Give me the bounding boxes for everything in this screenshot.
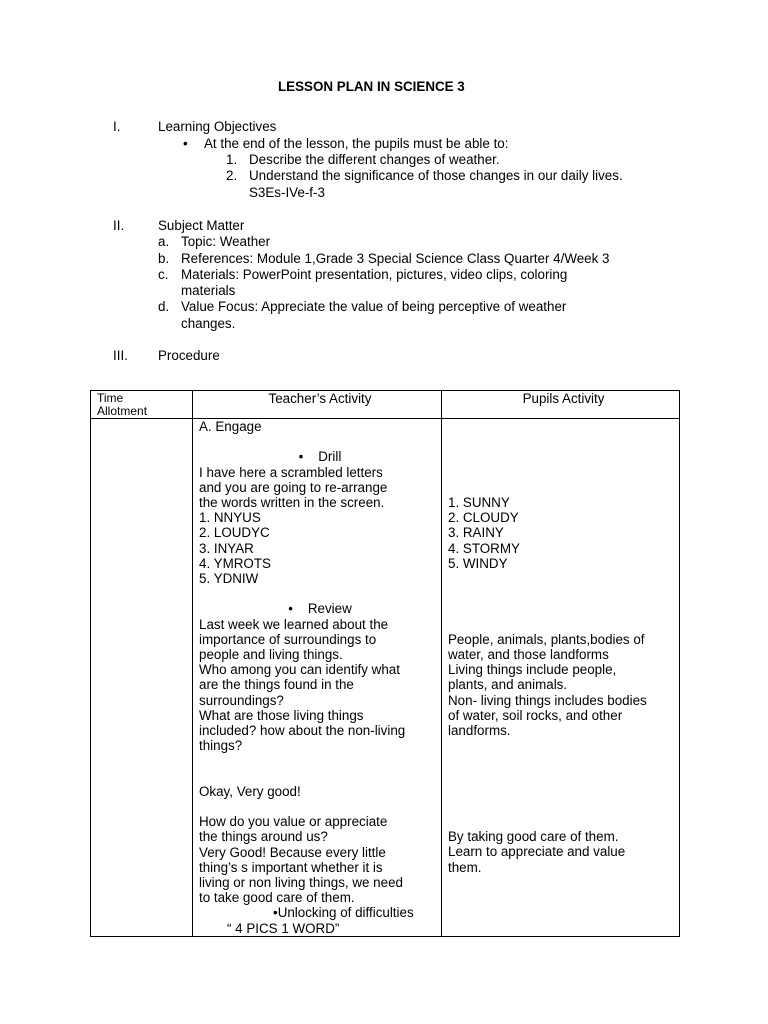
subject-value-focus: Value Focus: Appreciate the value of being perceptive of weather — [181, 299, 567, 314]
subject-letter-a: a. — [158, 234, 170, 249]
answer-line: 1. SUNNY — [448, 494, 510, 510]
answer-line: 5. WINDY — [448, 555, 508, 571]
drill-line: the words written in the screen. — [199, 495, 385, 510]
bullet-icon: • — [183, 136, 188, 151]
review-line: Who among you can identify what — [199, 662, 400, 678]
subject-references: References: Module 1,Grade 3 Special Science Class Quarter 4/Week 3 — [181, 251, 610, 266]
subject-materials: Materials: PowerPoint presentation, pictures, video clips, coloring — [181, 267, 568, 282]
value-answer-line: Learn to appreciate and value — [448, 844, 626, 860]
section-heading-objectives: Learning Objectives — [158, 119, 277, 134]
time-allotment-cell — [91, 419, 193, 937]
drill-line: 1. NNYUS — [199, 510, 261, 526]
section-heading-procedure: Procedure — [158, 348, 220, 363]
header-pupils-activity: Pupils Activity — [442, 391, 680, 419]
review-answer-line: plants, and animals. — [448, 677, 568, 693]
value-line: living or non living things, we need — [199, 875, 403, 891]
okay-line: Okay, Very good! — [199, 783, 301, 799]
drill-line: and you are going to re-arrange — [199, 479, 388, 495]
value-answer-line: By taking good care of them. — [448, 829, 619, 845]
review-line: are the things found in the — [199, 677, 354, 693]
drill-line: 3. INYAR — [199, 540, 254, 556]
competency-code: S3Es-IVe-f-3 — [249, 185, 325, 200]
review-heading: • Review — [288, 601, 352, 617]
drill-line: I have here a scrambled letters — [199, 464, 383, 480]
table-row — [91, 419, 680, 937]
review-line: Last week we learned about the — [199, 616, 389, 632]
review-line: people and living things. — [199, 647, 343, 663]
review-line: things? — [199, 738, 243, 754]
unlocking-heading: •Unlocking of difficulties — [273, 905, 414, 921]
drill-line: 2. LOUDYC — [199, 525, 270, 541]
review-answer-line: People, animals, plants,bodies of — [448, 631, 645, 647]
value-line: Very Good! Because every little — [199, 844, 386, 860]
review-line: importance of surroundings to — [199, 631, 377, 647]
answer-line: 2. CLOUDY — [448, 510, 519, 526]
objective-num-2: 2. — [226, 168, 238, 183]
value-line: to take good care of them. — [199, 890, 355, 906]
drill-heading: • Drill — [298, 449, 342, 465]
pupils-activity-cell — [442, 419, 680, 937]
value-line: the things around us? — [199, 829, 328, 845]
review-line: surroundings? — [199, 692, 284, 708]
teacher-activity-cell — [193, 419, 442, 937]
procedure-table — [90, 390, 680, 937]
section-heading-subject: Subject Matter — [158, 218, 245, 233]
section-numeral-1: I. — [113, 119, 121, 134]
header-time-allotment: Time Allotment — [91, 391, 193, 419]
subject-value-focus-cont: changes. — [181, 316, 236, 331]
section-numeral-3: III. — [113, 348, 128, 363]
section-numeral-2: II. — [113, 218, 125, 233]
subject-materials-cont: materials — [181, 283, 236, 298]
subject-topic: Topic: Weather — [181, 234, 271, 249]
review-answer-line: of water, soil rocks, and other — [448, 707, 623, 723]
review-line: included? how about the non-living — [199, 723, 406, 739]
table-header-row — [91, 391, 680, 419]
engage-heading: A. Engage — [199, 419, 262, 434]
value-line: How do you value or appreciate — [199, 814, 388, 830]
value-answer-line: them. — [448, 859, 482, 875]
value-line: thing’s s important whether it is — [199, 859, 383, 875]
bullet-icon: • — [298, 449, 319, 465]
drill-line: 5. YDNIW — [199, 571, 259, 587]
objectives-intro: At the end of the lesson, the pupils must be able to: — [204, 136, 509, 151]
review-answer-line: landforms. — [448, 722, 511, 738]
four-pics-one-word: “ 4 PICS 1 WORD” — [227, 920, 340, 936]
review-answer-line: Living things include people, — [448, 662, 617, 678]
subject-letter-d: d. — [158, 299, 170, 314]
document-title: LESSON PLAN IN SCIENCE 3 — [278, 79, 465, 94]
answer-line: 4. STORMY — [448, 540, 520, 556]
subject-letter-b: b. — [158, 251, 170, 266]
header-teacher-activity: Teacher’s Activity — [193, 391, 442, 419]
review-line: What are those living things — [199, 707, 364, 723]
bullet-icon: • — [288, 601, 308, 617]
drill-line: 4. YMROTS — [199, 555, 271, 571]
objective-text-2: Understand the significance of those changes in our daily lives. — [249, 168, 623, 183]
objective-text-1: Describe the different changes of weather. — [249, 152, 500, 167]
objective-num-1: 1. — [226, 152, 238, 167]
answer-line: 3. RAINY — [448, 525, 504, 541]
review-answer-line: Non- living things includes bodies — [448, 692, 647, 708]
review-answer-line: water, and those landforms — [448, 646, 609, 662]
subject-letter-c: c. — [158, 267, 169, 282]
